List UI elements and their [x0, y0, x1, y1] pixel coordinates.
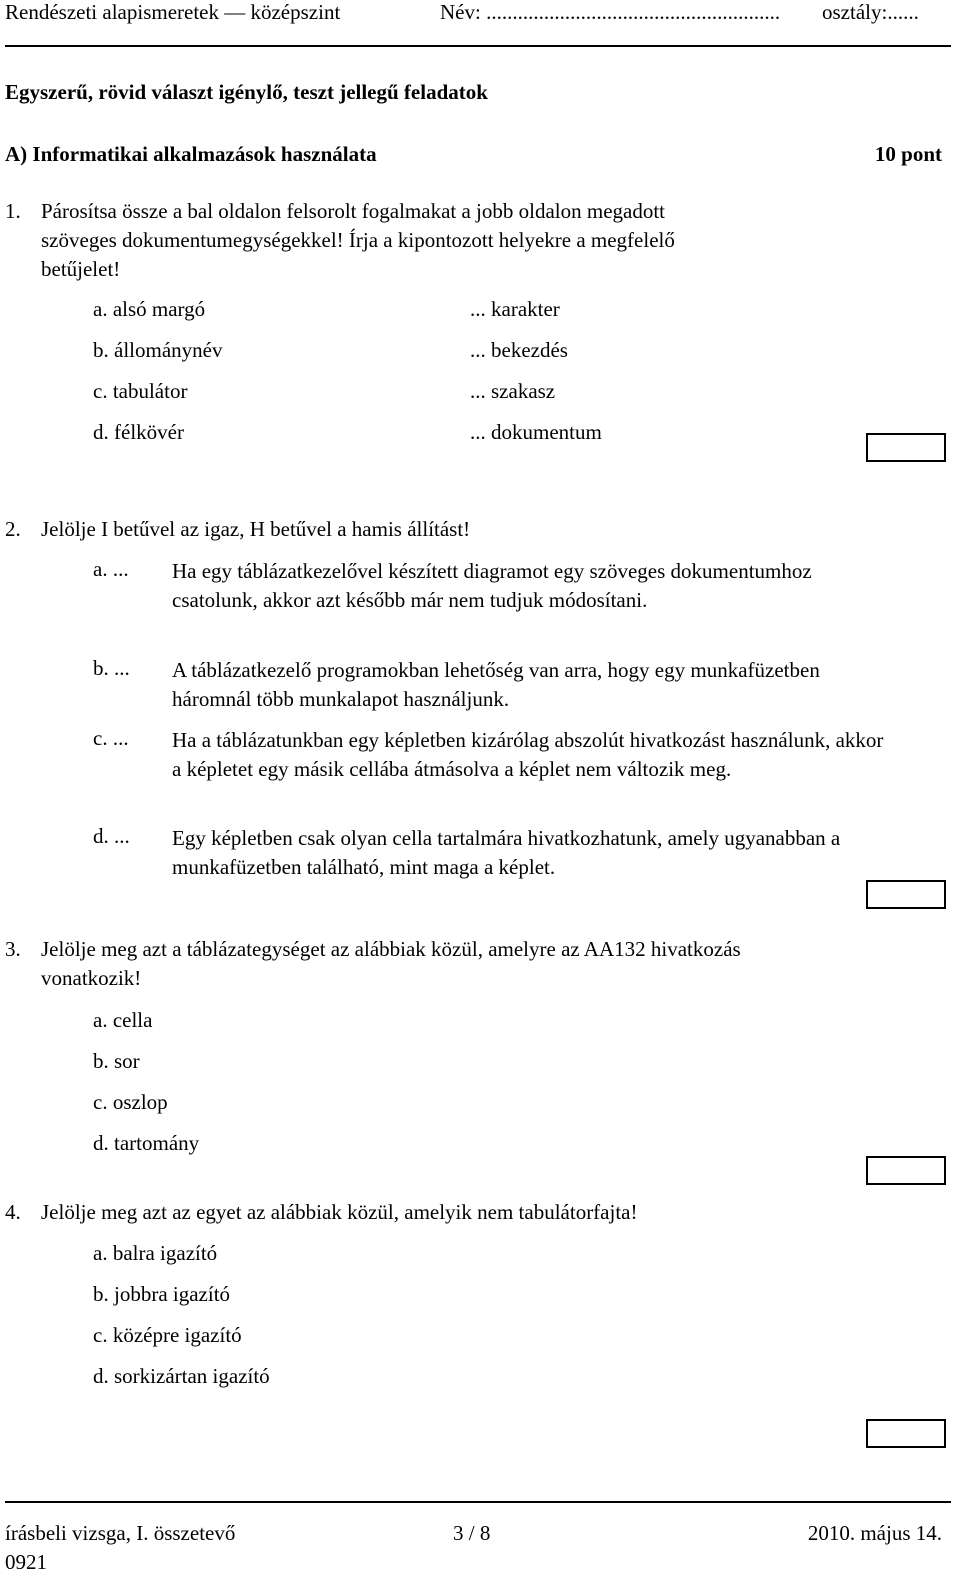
q1-number: 1. [5, 199, 21, 223]
q2-statement-text: A táblázatkezelő programokban lehetőség van arra, hogy egy munkafüzetben háromnál több munkalapot használjunk. [172, 658, 820, 711]
q1-text-line: Párosítsa össze a bal oldalon felsorolt fogalmakat a jobb oldalon megadott [41, 199, 666, 223]
section-title: Egyszerű, rövid választ igénylő, teszt jellegű feladatok [5, 80, 488, 104]
q3-option: d. tartomány [93, 1131, 200, 1155]
class-field: osztály:...... [822, 0, 919, 24]
q4-option: d. sorkizártan igazító [93, 1364, 270, 1388]
q2-statement-text: Ha a táblázatunkban egy képletben kizárólag abszolút hivatkozást használunk, akkor a képletet egy másik cellába átmásolva a képlet nem változik meg. [172, 728, 884, 781]
footer-date: 2010. május 14. [807, 1521, 942, 1545]
footer-rule [5, 1501, 951, 1503]
q1-left-item: d. félkövér [93, 420, 184, 444]
q2-score-box[interactable] [866, 880, 946, 909]
q1-text-line: betűjelet! [41, 257, 121, 281]
q3-text-line: Jelölje meg azt a táblázategységet az alábbiak közül, amelyre az AA132 hivatkozás [41, 937, 741, 961]
q2-statement-text: Ha egy táblázatkezelővel készített diagramot egy szöveges dokumentumhoz csatolunk, akkor azt később már nem tudjuk módosítani. [172, 559, 812, 612]
footer-code: 0921 [5, 1550, 47, 1574]
q3-option: c. oszlop [93, 1090, 168, 1114]
q3-number: 3. [5, 937, 21, 961]
q4-option: c. középre igazító [93, 1323, 242, 1347]
q1-right-item: ... karakter [470, 297, 560, 321]
name-field: Név: ........................................................ [440, 0, 781, 24]
q4-option: a. balra igazító [93, 1241, 218, 1265]
q3-option: a. cella [93, 1008, 153, 1032]
part-a-points: 10 pont [874, 142, 942, 166]
q2-statement-label: a. ... [93, 557, 129, 581]
q1-right-item: ... szakasz [470, 379, 556, 403]
q3-text-line: vonatkozik! [41, 966, 142, 990]
q2-statement-label: c. ... [93, 726, 129, 750]
footer-exam-label: írásbeli vizsga, I. összetevő [5, 1521, 236, 1545]
q4-text: Jelölje meg azt az egyet az alábbiak közül, amelyik nem tabulátorfajta! [41, 1200, 638, 1224]
header-title: Rendészeti alapismeretek — középszint [5, 0, 341, 24]
q1-right-item: ... bekezdés [470, 338, 568, 362]
q2-statement-label: d. ... [93, 824, 130, 848]
q2-number: 2. [5, 517, 21, 541]
q1-score-box[interactable] [866, 433, 946, 462]
q2-statement-text: Egy képletben csak olyan cella tartalmára hivatkozhatunk, amely ugyanabban a munkafüzetben található, mint maga a képlet. [172, 826, 841, 879]
q4-score-box[interactable] [866, 1419, 946, 1448]
footer-page-number: 3 / 8 [453, 1521, 491, 1545]
q2-statement-label: b. ... [93, 656, 130, 680]
header-rule [5, 45, 951, 47]
q1-left-item: b. állománynév [93, 338, 223, 362]
q3-option: b. sor [93, 1049, 140, 1073]
q1-right-item: ... dokumentum [470, 420, 602, 444]
q4-option: b. jobbra igazító [93, 1282, 231, 1306]
q3-score-box[interactable] [866, 1156, 946, 1185]
q1-text-line: szöveges dokumentumegységekkel! Írja a kipontozott helyekre a megfelelő [41, 228, 675, 252]
q1-left-item: a. alsó margó [93, 297, 206, 321]
q1-left-item: c. tabulátor [93, 379, 188, 403]
part-a-title: A) Informatikai alkalmazások használata [5, 142, 377, 166]
q2-text: Jelölje I betűvel az igaz, H betűvel a hamis állítást! [41, 517, 471, 541]
q4-number: 4. [5, 1200, 21, 1224]
